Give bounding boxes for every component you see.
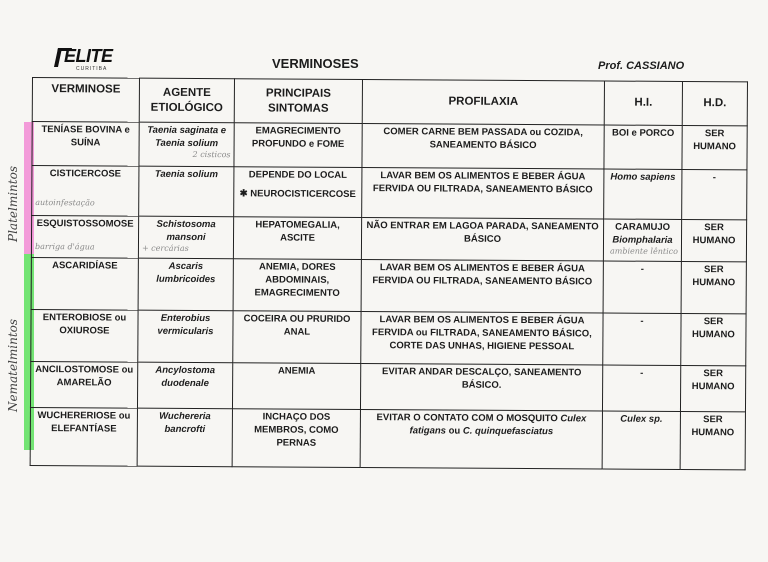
cell-hi-text: CARAMUJO xyxy=(615,221,671,233)
table-row xyxy=(31,309,746,365)
cell-hd: SER HUMANO xyxy=(680,365,745,411)
table-row xyxy=(31,257,746,313)
cell-sintomas: COCEIRA OU PRURIDO ANAL xyxy=(233,311,361,364)
cell-agente xyxy=(138,216,233,259)
nematelmintos-label: Nematelmintos xyxy=(6,318,20,412)
cell-sintomas-text: DEPENDE DO LOCAL xyxy=(248,169,348,181)
cell-profilaxia: LAVAR BEM OS ALIMENTOS E BEBER ÁGUA FERVIDA OU FILTRADA, SANEAMENTO BÁSICO xyxy=(361,260,603,313)
cell-profilaxia: EVITAR ANDAR DESCALÇO, SANEAMENTO BÁSICO. xyxy=(360,364,602,411)
cell-hd: SER HUMANO xyxy=(680,411,745,469)
verminoses-table-wrapper xyxy=(30,77,747,470)
handwritten-note: autoinfestação xyxy=(35,197,95,208)
header-sintomas: PRINCIPAIS SINTOMAS xyxy=(234,79,362,124)
cell-verminose: WUCHERERIOSE ou ELEFANTÍASE xyxy=(30,407,137,466)
table-header-row xyxy=(32,78,747,126)
table-row xyxy=(30,361,745,411)
cell-profilaxia: NÃO ENTRAR EM LAGOA PARADA, SANEAMENTO BÁSICO xyxy=(361,218,603,261)
handwritten-note: 2 cisticos xyxy=(192,149,231,159)
cell-sintomas xyxy=(234,167,362,218)
cell-hd: SER HUMANO xyxy=(681,219,746,261)
cell-profilaxia-joiner: ou xyxy=(445,425,463,437)
cell-sintomas: EMAGRECIMENTO PROFUNDO e FOME xyxy=(234,123,362,168)
cell-agente-text: Taenia saginata e Taenia solium xyxy=(147,124,227,149)
header-hi: H.I. xyxy=(604,81,682,125)
cell-agente: Ancylostoma duodenale xyxy=(137,362,232,409)
verminoses-table xyxy=(30,77,748,470)
cell-hi: BOI e PORCO xyxy=(604,125,682,169)
cell-hi xyxy=(603,219,681,261)
header-hd: H.D. xyxy=(682,81,747,125)
cell-hi: Homo sapiens xyxy=(604,169,682,219)
cell-profilaxia: LAVAR BEM OS ALIMENTOS E BEBER ÁGUA FERVIDA OU FILTRADA, SANEAMENTO BÁSICO xyxy=(362,168,604,219)
table-row xyxy=(31,216,746,262)
cell-verminose xyxy=(31,216,138,259)
cell-verminose: TENÍASE BOVINA e SUÍNA xyxy=(32,122,139,167)
cell-hd: SER HUMANO xyxy=(681,261,746,313)
cell-agente-text: Schistosoma mansoni xyxy=(156,218,216,243)
logo-subtext: CURITIBA xyxy=(76,66,108,72)
cell-hi: - xyxy=(602,365,680,411)
cell-profilaxia xyxy=(360,410,602,469)
cell-sintomas: HEPATOMEGALIA, ASCITE xyxy=(233,217,361,260)
cell-hi: - xyxy=(603,261,681,313)
cell-verminose: ANCILOSTOMOSE ou AMARELÃO xyxy=(30,361,137,408)
header-profilaxia: PROFILAXIA xyxy=(362,80,604,125)
cell-profilaxia: LAVAR BEM OS ALIMENTOS E BEBER ÁGUA FERVIDA ou FILTRADA, SANEAMENTO BÁSICO, CORTE DAS UNHAS, HIGIENE PESSOAL xyxy=(361,312,603,365)
cell-verminose-text: CISTICERCOSE xyxy=(49,168,122,180)
cell-agente: Ascaris lumbricoides xyxy=(138,258,233,311)
cell-profilaxia-text: EVITAR O CONTATO COM O MOSQUITO xyxy=(376,412,561,425)
page-title: VERMINOSES xyxy=(272,56,359,71)
cell-profilaxia-species: C. quinquefasciatus xyxy=(462,425,554,438)
cell-profilaxia: COMER CARNE BEM PASSADA ou COZIDA, SANEAMENTO BÁSICO xyxy=(362,124,604,169)
platelmintos-label: Platelmintos xyxy=(6,166,20,242)
cell-sintomas: ANEMIA, DORES ABDOMINAIS, EMAGRECIMENTO xyxy=(233,259,361,312)
elite-logo xyxy=(54,46,124,74)
cell-agente: Taenia solium xyxy=(139,166,234,217)
handwritten-note: ambiente lêntico xyxy=(609,246,678,256)
cell-hd: SER HUMANO xyxy=(682,125,747,169)
author-name: Prof. CASSIANO xyxy=(598,60,685,72)
cell-hd: - xyxy=(682,169,747,219)
cell-verminose-text: ESQUISTOSSOMOSE xyxy=(36,218,134,230)
table-row xyxy=(32,122,747,170)
header-agente: AGENTE ETIOLÓGICO xyxy=(139,78,234,123)
cell-sintomas-note: ✱ NEUROCISTICERCOSE xyxy=(239,188,356,200)
cell-sintomas: INCHAÇO DOS MEMBROS, COMO PERNAS xyxy=(232,409,360,468)
cell-hi: Culex sp. xyxy=(602,411,680,469)
cell-agente xyxy=(139,122,234,167)
cell-agente: Wuchereria bancrofti xyxy=(137,408,232,467)
handwritten-note: barriga d'água xyxy=(34,241,95,252)
cell-verminose: ENTEROBIOSE ou OXIUROSE xyxy=(31,309,138,362)
header-verminose: VERMINOSE xyxy=(32,78,139,123)
cell-sintomas: ANEMIA xyxy=(232,363,360,410)
cell-profilaxia-species: Culex fatigans xyxy=(409,413,587,437)
table-row xyxy=(32,166,747,220)
cell-hi-genus: Biomphalaria xyxy=(612,234,673,246)
cell-hd: SER HUMANO xyxy=(681,313,746,365)
cell-hi: - xyxy=(603,313,681,365)
cell-verminose: ASCARIDÍASE xyxy=(31,257,138,310)
logo-text: ELITE xyxy=(64,46,113,66)
cell-verminose xyxy=(32,166,139,217)
table-row xyxy=(30,407,745,469)
handwritten-note: + cercárias xyxy=(141,243,189,253)
cell-agente: Enterobius vermicularis xyxy=(138,310,233,363)
